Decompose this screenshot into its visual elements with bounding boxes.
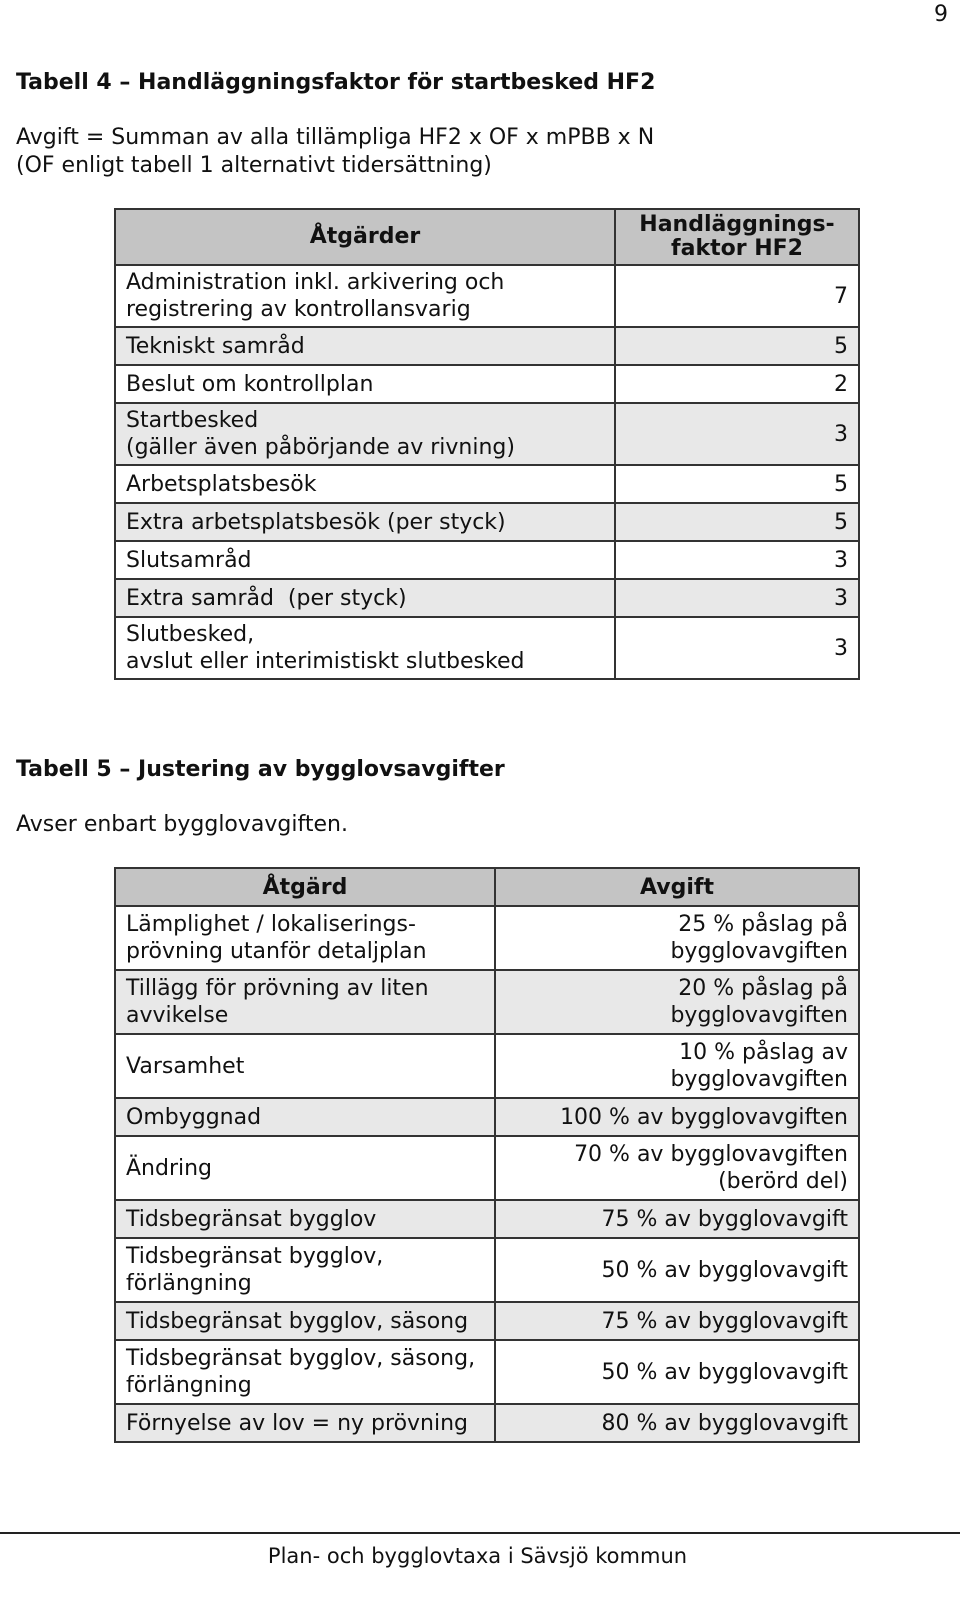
row-action: Tidsbegränsat bygglov, säsong — [115, 1302, 495, 1340]
row-factor: 3 — [615, 403, 859, 465]
fee-formula — [16, 124, 654, 180]
table-row — [115, 617, 859, 679]
row-action: Startbesked (gäller även påbörjande av rivning) — [115, 403, 615, 465]
table-header-row — [115, 209, 859, 265]
table-row — [115, 365, 859, 403]
row-fee: 10 % påslag av bygglovavgiften — [495, 1034, 859, 1098]
row-fee: 70 % av bygglovavgiften (berörd del) — [495, 1136, 859, 1200]
table-row — [115, 970, 859, 1034]
row-action: Extra arbetsplatsbesök (per styck) — [115, 503, 615, 541]
column-header-fee: Avgift — [495, 868, 859, 906]
table-row — [115, 503, 859, 541]
table-row — [115, 1200, 859, 1238]
column-header-action: Åtgärd — [115, 868, 495, 906]
table4-heading: Tabell 4 – Handläggningsfaktor för startbesked HF2 — [16, 70, 656, 95]
footer — [0, 1544, 955, 1568]
table5-heading: Tabell 5 – Justering av bygglovsavgifter — [16, 757, 505, 782]
row-factor: 7 — [615, 265, 859, 327]
table-row — [115, 1238, 859, 1302]
row-factor: 5 — [615, 327, 859, 365]
table-row — [115, 327, 859, 365]
table-row — [115, 906, 859, 970]
row-action: Slutsamråd — [115, 541, 615, 579]
row-action: Tidsbegränsat bygglov, säsong, förlängning — [115, 1340, 495, 1404]
row-factor: 5 — [615, 503, 859, 541]
footer-divider — [0, 1532, 960, 1534]
row-fee: 25 % påslag på bygglovavgiften — [495, 906, 859, 970]
row-fee: 80 % av bygglovavgift — [495, 1404, 859, 1442]
table-row — [115, 579, 859, 617]
row-action: Slutbesked, avslut eller interimistiskt slutbesked — [115, 617, 615, 679]
table-row — [115, 465, 859, 503]
fee-formula-line1: Avgift = Summan av alla tillämpliga HF2 x OF x mPBB x N — [16, 125, 655, 150]
table-row — [115, 1404, 859, 1442]
row-fee: 50 % av bygglovavgift — [495, 1340, 859, 1404]
row-factor: 3 — [615, 617, 859, 679]
column-header-action: Åtgärder — [115, 209, 615, 265]
row-fee: 20 % påslag på bygglovavgiften — [495, 970, 859, 1034]
row-action: Ombyggnad — [115, 1098, 495, 1136]
row-action: Ändring — [115, 1136, 495, 1200]
row-action: Tidsbegränsat bygglov, förlängning — [115, 1238, 495, 1302]
row-fee: 100 % av bygglovavgiften — [495, 1098, 859, 1136]
row-action: Tillägg för prövning av liten avvikelse — [115, 970, 495, 1034]
row-fee: 75 % av bygglovavgift — [495, 1302, 859, 1340]
row-fee: 75 % av bygglovavgift — [495, 1200, 859, 1238]
row-action: Förnyelse av lov = ny prövning — [115, 1404, 495, 1442]
table-row — [115, 1098, 859, 1136]
row-action: Extra samråd (per styck) — [115, 579, 615, 617]
row-action: Administration inkl. arkivering och registrering av kontrollansvarig — [115, 265, 615, 327]
table-row — [115, 1340, 859, 1404]
row-factor: 3 — [615, 579, 859, 617]
footer-text: Plan- och bygglovtaxa i Sävsjö kommun — [267, 1544, 688, 1568]
handling-factor-table — [114, 208, 860, 680]
table-row — [115, 1034, 859, 1098]
row-action: Arbetsplatsbesök — [115, 465, 615, 503]
row-factor: 5 — [615, 465, 859, 503]
page-number: 9 — [934, 2, 948, 27]
row-action: Lämplighet / lokaliserings- prövning utanför detaljplan — [115, 906, 495, 970]
permit-fee-adjustment-table — [114, 867, 860, 1443]
row-action: Tekniskt samråd — [115, 327, 615, 365]
table-row — [115, 265, 859, 327]
row-factor: 2 — [615, 365, 859, 403]
table-row — [115, 1302, 859, 1340]
table-header-row — [115, 868, 859, 906]
row-fee: 50 % av bygglovavgift — [495, 1238, 859, 1302]
table5-note: Avser enbart bygglovavgiften. — [16, 812, 348, 837]
column-header-factor: Handläggnings- faktor HF2 — [615, 209, 859, 265]
table-row — [115, 403, 859, 465]
table-row — [115, 541, 859, 579]
table-row — [115, 1136, 859, 1200]
row-action: Beslut om kontrollplan — [115, 365, 615, 403]
row-action: Tidsbegränsat bygglov — [115, 1200, 495, 1238]
row-action: Varsamhet — [115, 1034, 495, 1098]
fee-formula-line2: (OF enligt tabell 1 alternativt tidersättning) — [16, 153, 492, 178]
row-factor: 3 — [615, 541, 859, 579]
